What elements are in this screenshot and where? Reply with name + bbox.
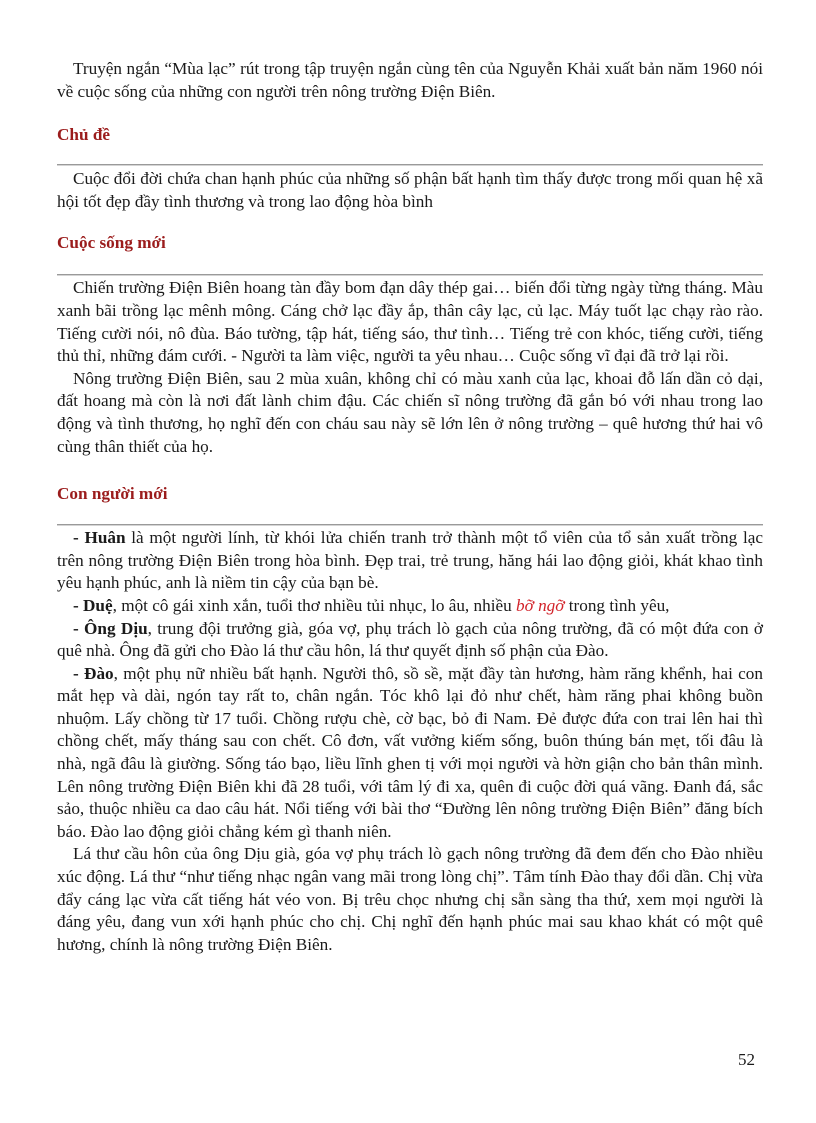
- section-heading-theme: Chủ đề: [57, 125, 111, 145]
- new-life-paragraph-2: Nông trường Điện Biên, sau 2 mùa xuân, không chỉ có màu xanh của lạc, khoai đỗ lấn dần cỏ dại, đất hoang mà còn là nơi đất lành chim đậu. Các chiến sĩ nông trường đã gắn bó với nhau trong lao động và tình thương, họ nghĩ đến con cháu sau này sẽ lớn lên ở nông trường – quê hương thứ hai vô cùng thân thiết của họ.: [57, 368, 763, 456]
- new-life-paragraph-1: Chiến trường Điện Biên hoang tàn đầy bom đạn dây thép gai… biến đổi từng ngày từng tháng. Màu xanh bãi trồng lạc mênh mông. Cáng chở lạc đầy ắp, thân cây lạc, củ lạc. Máy tuốt lạc chạy rào rào. Tiếng cười nói, nô đùa. Báo tường, tập hát, tiếng sáo, thư tình… Tiếng trẻ con khóc, tiếng cười, tiếng thủ thỉ, những đám cưới. - Người ta làm việc, người ta yêu nhau… Cuộc sống vĩ đại đã trở lại rồi.: [57, 278, 763, 366]
- intro-paragraph: Truyện ngắn “Mùa lạc” rút trong tập truyện ngắn cùng tên của Nguyễn Khải xuất bản năm 1960 nói về cuộc sống của những con người trên nông trường Điện Biên.: [57, 59, 763, 101]
- character-name-due: - Duệ: [73, 595, 113, 615]
- document-page: [57, 58, 763, 956]
- character-diu-paragraph: - Ông Dịu, trung đội trưởng già, góa vợ, phụ trách lò gạch của nông trường, đã có một đứa con ở quê nhà. Ông đã gửi cho Đào lá thư cầu hôn, lá thư quyết định số phận của Đào.: [57, 618, 763, 661]
- character-name-diu: - Ông Dịu: [73, 618, 148, 638]
- character-dao-paragraph: - Đào, một phụ nữ nhiều bất hạnh. Người thô, sồ sề, mặt đầy tàn hương, hàm răng khểnh, hai con mắt hẹp và dài, ngón tay rất to, chân ngắn. Tóc khô lại đỏ như chết, hàm răng phai không buồn nhuộm. Lấy chồng từ 17 tuổi. Chồng rượu chè, cờ bạc, bỏ đi Nam. Đẻ được đứa con trai lên hai thì chồng chết, mấy tháng sau con chết. Cô đơn, vất vưởng kiếm sống, buôn thúng bán mẹt, tối đâu là nhà, ngã đâu là giường. Sống táo bạo, liều lĩnh ghen tị với mọi người và hờn giận cho bản thân mình. Lên nông trường Điện Biên khi đã 28 tuổi, với tâm lý đi xa, quên đi cuộc đời quá vãng. Đanh đá, sắc sảo, thuộc nhiều ca dao câu hát. Nổi tiếng với bài thơ “Đường lên nông trường Điện Biên” đăng bích báo. Đào lao động giỏi chẳng kém gì thanh niên.: [57, 663, 763, 841]
- character-name-dao: - Đào: [73, 663, 114, 683]
- character-huan-paragraph: - Huân là một người lính, từ khói lửa chiến tranh trở thành một tổ viên của tổ sản xuất trồng lạc trên nông trường Điện Biên trong hòa bình. Đẹp trai, trẻ trung, hăng hái lao động giỏi, khát khao tình yêu hạnh phúc, anh là niềm tin cậy của bạn bè.: [57, 528, 763, 593]
- section-heading-new-life: Cuộc sống mới: [57, 233, 166, 253]
- section-heading-new-people: Con người mới: [57, 484, 168, 504]
- theme-paragraph: Cuộc đổi đời chứa chan hạnh phúc của những số phận bất hạnh tìm thấy được trong mối quan hệ xã hội tốt đẹp đầy tình thương và trong lao động hòa bình: [57, 169, 763, 211]
- page-number: 52: [738, 1050, 755, 1069]
- character-name-huan: - Huân: [73, 528, 126, 548]
- character-due-paragraph: - Duệ, một cô gái xinh xắn, tuổi thơ nhiều tủi nhục, lo âu, nhiều bỡ ngỡ trong tình yêu,: [73, 595, 670, 615]
- highlighted-phrase: bỡ ngỡ: [516, 595, 565, 615]
- closing-paragraph: Lá thư cầu hôn của ông Dịu già, góa vợ phụ trách lò gạch nông trường đã đem đến cho Đào nhiều xúc động. Lá thư “như tiếng nhạc ngân vang mãi trong lòng chị”. Tâm tính Đào thay đổi dần. Chị vừa đẩy cáng lạc vừa cất tiếng hát véo von. Bị trêu chọc nhưng chị sẵn sàng tha thứ, xem mọi người là đáng yêu, đang vun xới hạnh phúc cho chị. Chị nghĩ đến hạnh phúc mai sau khao khát có một quê hương, chính là nông trường Điện Biên.: [57, 844, 763, 954]
